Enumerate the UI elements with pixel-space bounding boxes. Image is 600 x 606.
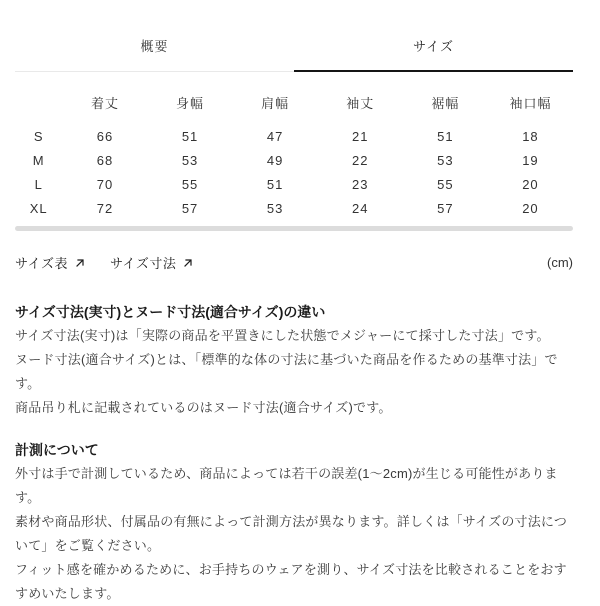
cell: 51 <box>181 128 199 144</box>
col-header-shoulder-width: 肩幅 <box>261 96 290 111</box>
cell: 70 <box>96 176 114 192</box>
section-paragraph: 商品吊り札に記載されているのはヌード寸法(適合サイズ)です。 <box>15 400 392 415</box>
size-label: S <box>33 128 44 144</box>
table-row-xl <box>15 196 573 220</box>
cell: 72 <box>96 200 114 216</box>
cell: 53 <box>181 152 199 168</box>
tab-size[interactable]: サイズ <box>294 36 573 72</box>
cell: 20 <box>522 176 539 192</box>
tab-bar <box>15 36 573 72</box>
table-row-l <box>15 172 573 196</box>
size-col-header <box>15 92 62 124</box>
cell: 21 <box>352 128 369 144</box>
section-paragraph: 外寸は手で計測しているため、商品によっては若干の誤差(1〜2cm)が生じる可能性があります。 <box>15 466 558 505</box>
cell: 57 <box>437 200 454 216</box>
link-label: サイズ表 <box>15 256 68 271</box>
section-paragraph: フィット感を確かめるために、お手持ちのウェアを測り、サイズ寸法を比較されることをおすすめいたします。 <box>15 562 567 601</box>
cell: 53 <box>437 152 454 168</box>
cell: 47 <box>266 128 284 144</box>
cell: 53 <box>266 200 284 216</box>
section-paragraph: サイズ寸法(実寸)は「実際の商品を平置きにした状態でメジャーにて採寸した寸法」です。 <box>15 328 550 343</box>
section-paragraph: ヌード寸法(適合サイズ)とは、「標準的な体の寸法に基づいた商品を作るための基準寸法」です。 <box>15 352 558 391</box>
col-header-hem-width: 裾幅 <box>431 96 460 111</box>
tab-overview[interactable]: 概要 <box>15 36 294 72</box>
cell: 23 <box>352 176 369 192</box>
col-header-body-width: 身幅 <box>176 96 205 111</box>
size-table-header-row <box>15 92 573 124</box>
table-horizontal-scrollbar[interactable] <box>15 226 573 231</box>
cell: 68 <box>96 152 114 168</box>
col-header-sleeve-length: 袖丈 <box>346 96 375 111</box>
section-measurement-note <box>15 438 573 606</box>
section-size-definition <box>15 300 573 420</box>
cell: 51 <box>437 128 454 144</box>
arrow-up-right-icon <box>182 257 194 269</box>
size-label: L <box>34 176 43 192</box>
cell: 19 <box>522 152 539 168</box>
size-label: XL <box>29 200 48 216</box>
cell: 22 <box>352 152 369 168</box>
size-label: M <box>32 152 45 168</box>
cell: 51 <box>266 176 284 192</box>
link-label: サイズ寸法 <box>109 256 177 271</box>
cell: 66 <box>96 128 114 144</box>
cell: 49 <box>266 152 284 168</box>
arrow-up-right-icon <box>74 257 86 269</box>
size-dimension-link[interactable] <box>110 253 194 272</box>
cell: 20 <box>522 200 539 216</box>
section-heading: 計測について <box>15 442 99 458</box>
size-chart-link[interactable] <box>15 253 86 272</box>
section-heading: サイズ寸法(実寸)とヌード寸法(適合サイズ)の違い <box>15 304 326 320</box>
table-row-s <box>15 124 573 148</box>
table-row-m <box>15 148 573 172</box>
unit-label: (cm) <box>547 255 573 270</box>
cell: 55 <box>181 176 199 192</box>
links-row <box>15 253 573 272</box>
size-table <box>15 92 573 220</box>
col-header-body-length: 着丈 <box>90 96 119 111</box>
cell: 18 <box>522 128 539 144</box>
cell: 55 <box>437 176 454 192</box>
cell: 57 <box>181 200 199 216</box>
cell: 24 <box>352 200 369 216</box>
section-paragraph: 素材や商品形状、付属品の有無によって計測方法が異なります。詳しくは「サイズの寸法について」をご覧ください。 <box>15 514 568 553</box>
col-header-cuff-width: 袖口幅 <box>509 96 552 111</box>
